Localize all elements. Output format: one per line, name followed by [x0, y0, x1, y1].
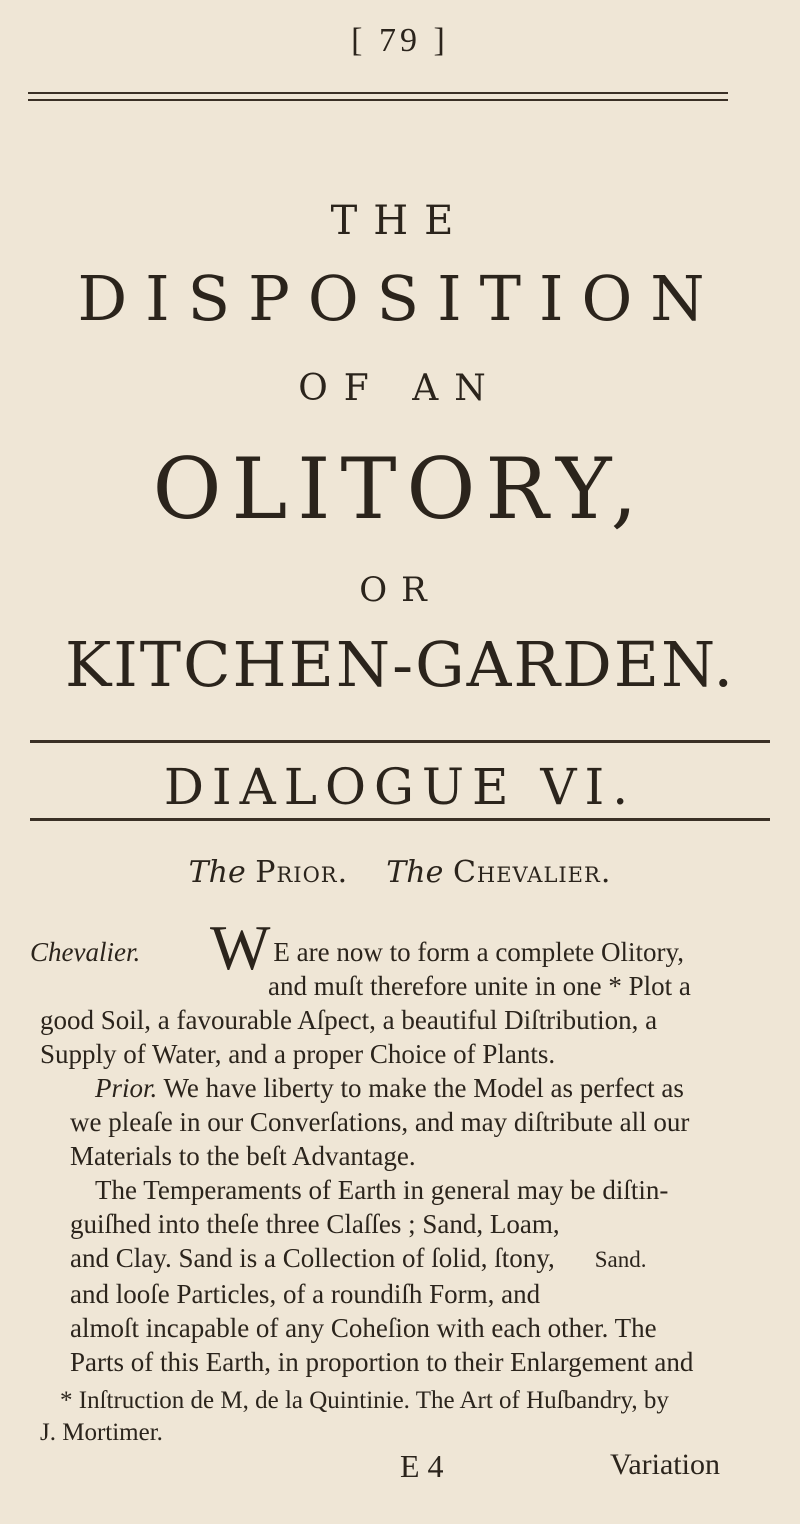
title-or: OR [359, 570, 441, 610]
text-line: Materials to the beſt Advantage. [70, 1141, 416, 1171]
text-line [30, 912, 770, 983]
header-rule-bottom [28, 99, 728, 101]
title-disposition: DISPOSITION [77, 262, 723, 335]
text-line [30, 1241, 770, 1277]
title-of-an: OF AN [298, 368, 502, 409]
text-span: We have liberty to make the Model as perfect as [163, 1073, 684, 1103]
title-the: THE [330, 198, 470, 244]
speaker-article-1: The [188, 855, 246, 890]
text-line: and muſt therefore unite in one * Plot a [268, 971, 691, 1001]
text-line: almoſt incapable of any Coheſion with each other. The [70, 1313, 657, 1343]
speaker-article-2: The [386, 855, 444, 890]
text-line: Parts of this Earth, in proportion to their Enlargement and [70, 1347, 694, 1377]
header-rule-top [28, 92, 728, 94]
text-line: we pleaſe in our Converſations, and may diſtribute all our [70, 1107, 690, 1137]
footnote [40, 1385, 770, 1449]
speaker-chevalier: Chevalier. [452, 855, 612, 890]
text-line: The Temperaments of Earth in general may be diſtin- [95, 1175, 669, 1205]
text-line: good Soil, a favourable Aſpect, a beautiful Diſtribution, a [40, 1005, 658, 1035]
catchword: Variation [610, 1448, 720, 1481]
text-line [30, 1071, 770, 1105]
footnote-line: * Inſtruction de M, de la Quintinie. The Art of Huſbandry, by [60, 1387, 669, 1414]
footnote-line: J. Mortimer. [40, 1419, 163, 1446]
text-span: E are now to form a complete Olitory, [273, 937, 685, 967]
signature-mark: E 4 [400, 1448, 444, 1484]
text-span: and Clay. Sand is a Collection of ſolid, ſtony, [70, 1243, 555, 1273]
text-line: guiſhed into theſe three Claſſes ; Sand, Loam, [70, 1209, 560, 1239]
page-number: [ 79 ] [351, 22, 449, 59]
speaker-label-prior: Prior. [95, 1073, 158, 1103]
speaker-label-chevalier: Chevalier. [30, 937, 141, 967]
speakers-line [0, 855, 800, 890]
text-line: Supply of Water, and a proper Choice of Plants. [40, 1039, 556, 1069]
speaker-prior: Prior. [255, 855, 349, 890]
drop-cap: W [210, 912, 271, 983]
dialogue-text [30, 912, 770, 1379]
title-kitchen-garden: KITCHEN-GARDEN. [64, 628, 736, 701]
margin-note-sand: Sand. [594, 1247, 647, 1272]
text-line: and looſe Particles, of a roundiſh Form, and [70, 1279, 541, 1309]
dialogue-heading: DIALOGUE VI. [163, 758, 637, 816]
dialogue-rule-top [30, 740, 770, 743]
dialogue-rule-bottom [30, 818, 770, 821]
title-olitory: OLITORY, [152, 440, 648, 538]
